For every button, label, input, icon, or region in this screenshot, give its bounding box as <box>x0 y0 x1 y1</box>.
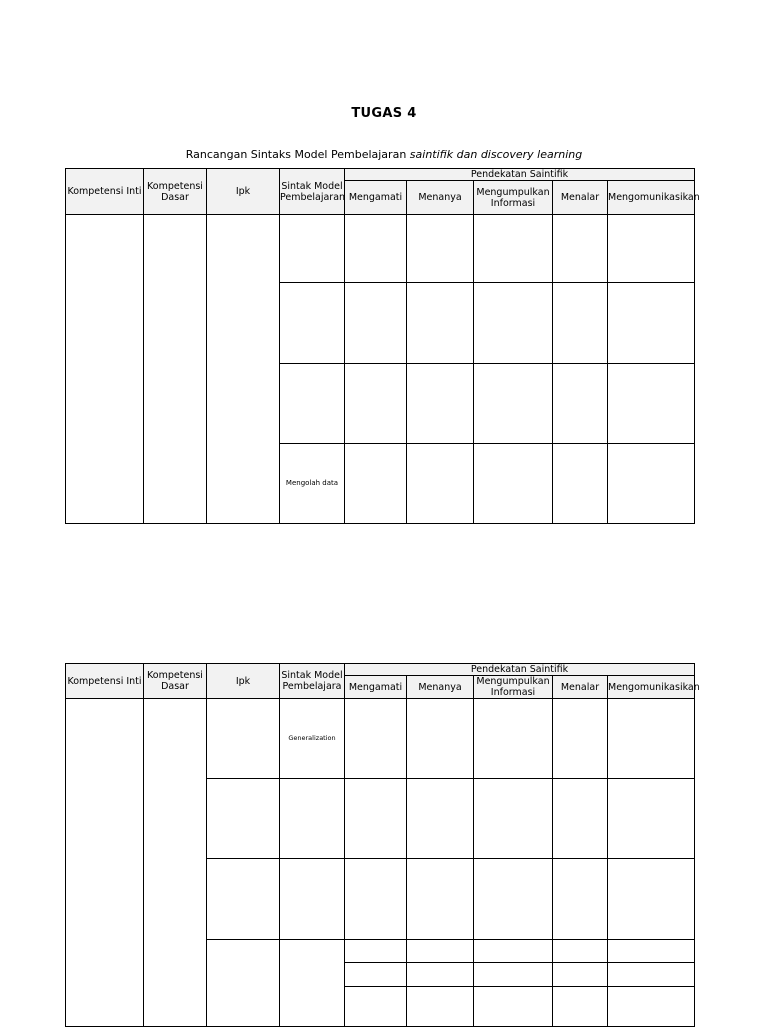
cell-mengamati <box>345 963 407 987</box>
cell-mengomunikasikan <box>608 444 695 524</box>
cell-menanya <box>407 364 474 444</box>
cell-menalar <box>553 987 608 1027</box>
header-kompetensi-inti: Kompetensi Inti <box>66 169 144 215</box>
cell-menanya <box>407 215 474 283</box>
cell-mengomunikasikan <box>608 940 695 963</box>
cell-menanya <box>407 444 474 524</box>
header-mengomunikasikan: Mengomunikasikan <box>608 676 695 699</box>
cell-sintak <box>280 283 345 364</box>
cell-ipk <box>207 215 280 524</box>
cell-ipk <box>207 940 280 1027</box>
cell-menalar <box>553 444 608 524</box>
cell-menalar <box>553 364 608 444</box>
header-menalar: Menalar <box>553 676 608 699</box>
cell-mengamati <box>345 859 407 940</box>
cell-mengumpulkan <box>474 444 553 524</box>
header-pendekatan-saintifik: Pendekatan Saintifik <box>345 169 695 181</box>
header-menanya: Menanya <box>407 181 474 215</box>
cell-ipk <box>207 779 280 859</box>
cell-menalar <box>553 940 608 963</box>
cell-mengamati <box>345 987 407 1027</box>
cell-kompetensi-dasar <box>144 215 207 524</box>
cell-sintak <box>280 364 345 444</box>
cell-mengamati <box>345 940 407 963</box>
cell-menanya <box>407 779 474 859</box>
cell-mengomunikasikan <box>608 364 695 444</box>
cell-mengamati <box>345 215 407 283</box>
cell-menalar <box>553 859 608 940</box>
document-title: TUGAS 4 <box>351 106 417 121</box>
cell-menanya <box>407 940 474 963</box>
cell-sintak <box>280 859 345 940</box>
cell-menalar <box>553 699 608 779</box>
cell-mengumpulkan <box>474 779 553 859</box>
cell-mengumpulkan <box>474 364 553 444</box>
cell-ipk <box>207 859 280 940</box>
sintaks-table-2 <box>65 663 700 1027</box>
cell-sintak <box>280 779 345 859</box>
cell-mengumpulkan <box>474 215 553 283</box>
cell-menanya <box>407 283 474 364</box>
cell-menanya <box>407 859 474 940</box>
header-mengumpulkan-informasi: Mengumpulkan Informasi <box>474 181 553 215</box>
header-kompetensi-inti: Kompetensi Inti <box>66 664 144 699</box>
cell-ipk <box>207 699 280 779</box>
header-mengamati: Mengamati <box>345 676 407 699</box>
cell-mengamati <box>345 444 407 524</box>
cell-menanya <box>407 987 474 1027</box>
cell-mengumpulkan <box>474 283 553 364</box>
header-kompetensi-dasar: Kompetensi Dasar <box>144 664 207 699</box>
cell-menalar <box>553 215 608 283</box>
cell-sintak <box>280 215 345 283</box>
cell-mengumpulkan <box>474 987 553 1027</box>
cell-mengumpulkan <box>474 699 553 779</box>
cell-menanya <box>407 699 474 779</box>
cell-mengomunikasikan <box>608 859 695 940</box>
cell-menalar <box>553 283 608 364</box>
header-mengumpulkan-informasi: Mengumpulkan Informasi <box>474 676 553 699</box>
cell-mengamati <box>345 699 407 779</box>
cell-mengamati <box>345 779 407 859</box>
table-row <box>66 699 695 779</box>
header-sintak: Sintak Model Pembelajara <box>280 664 345 699</box>
header-menanya: Menanya <box>407 676 474 699</box>
cell-mengomunikasikan <box>608 779 695 859</box>
table-row <box>66 215 695 283</box>
subtitle-italic: saintifik dan discovery learning <box>409 148 583 161</box>
cell-sintak-generalization: Generalization <box>280 699 345 779</box>
cell-menanya <box>407 963 474 987</box>
header-sintak: Sintak Model Pembelajaran <box>280 169 345 215</box>
document-subtitle <box>0 148 768 161</box>
cell-kompetensi-inti <box>66 215 144 524</box>
sintaks-table-1 <box>65 168 700 524</box>
cell-mengomunikasikan <box>608 215 695 283</box>
cell-mengomunikasikan <box>608 283 695 364</box>
subtitle-plain: Rancangan Sintaks Model Pembelajaran <box>185 148 410 161</box>
cell-mengamati <box>345 283 407 364</box>
cell-mengumpulkan <box>474 859 553 940</box>
cell-mengomunikasikan <box>608 987 695 1027</box>
cell-kompetensi-dasar <box>144 699 207 1027</box>
header-ipk: Ipk <box>207 664 280 699</box>
header-kompetensi-dasar: Kompetensi Dasar <box>144 169 207 215</box>
cell-sintak-mengolah-data: Mengolah data <box>280 444 345 524</box>
header-pendekatan-saintifik: Pendekatan Saintifik <box>345 664 695 676</box>
cell-mengomunikasikan <box>608 963 695 987</box>
cell-sintak <box>280 940 345 1027</box>
header-menalar: Menalar <box>553 181 608 215</box>
cell-menalar <box>553 963 608 987</box>
cell-mengamati <box>345 364 407 444</box>
cell-menalar <box>553 779 608 859</box>
header-mengamati: Mengamati <box>345 181 407 215</box>
cell-mengumpulkan <box>474 940 553 963</box>
cell-kompetensi-inti <box>66 699 144 1027</box>
cell-mengomunikasikan <box>608 699 695 779</box>
header-mengomunikasikan: Mengomunikasikan <box>608 181 695 215</box>
cell-mengumpulkan <box>474 963 553 987</box>
header-ipk: Ipk <box>207 169 280 215</box>
